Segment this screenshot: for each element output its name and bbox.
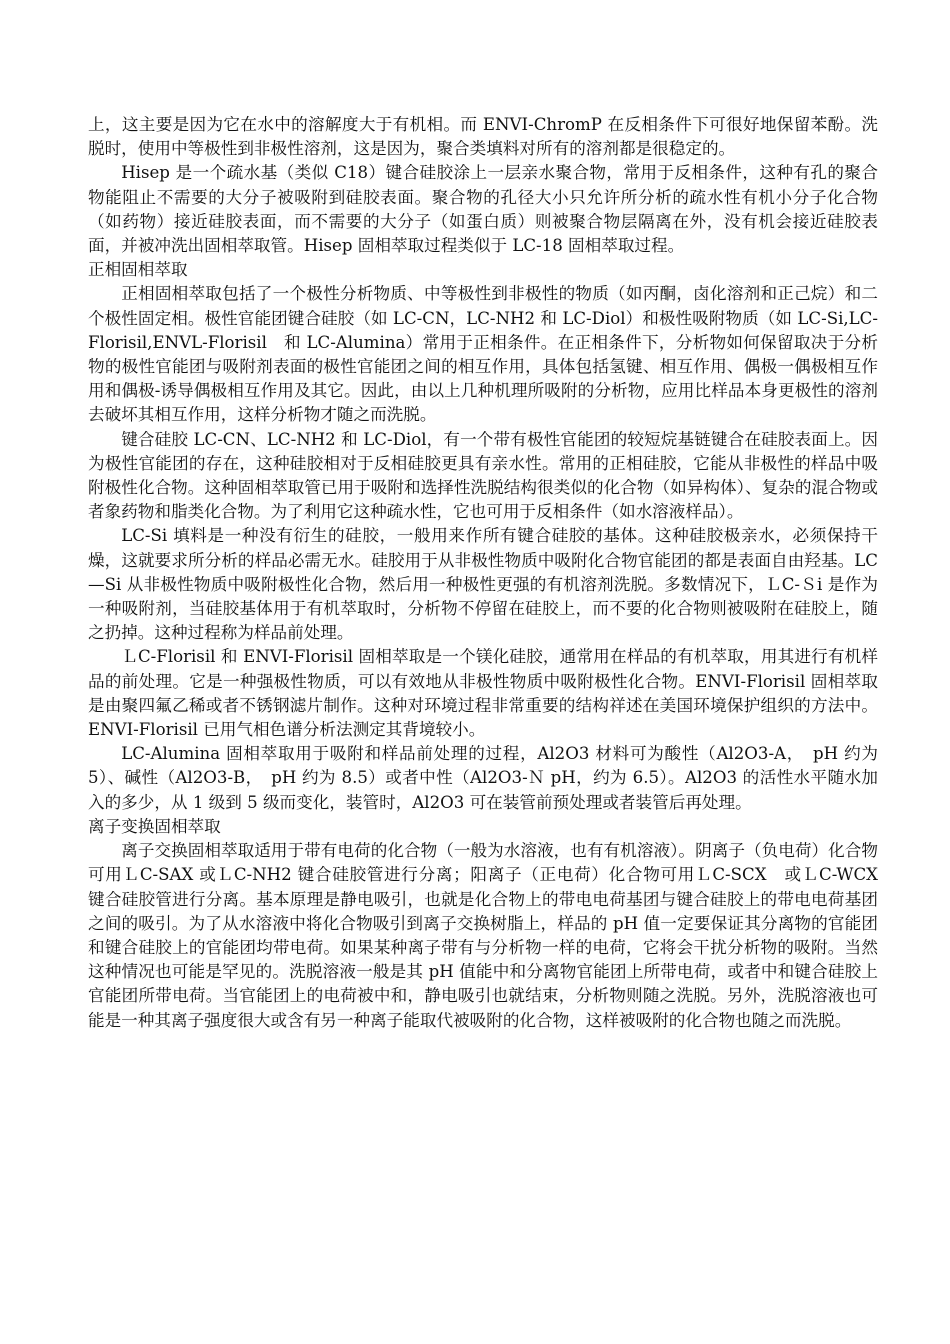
paragraph-1: 上，这主要是因为它在水中的溶解度大于有机相。而 ENVI-ChromP 在反相条件下可很好地保留苯酚。洗脱时，使用中等极性到非极性溶剂，这是因为，聚合类填料对所有的溶剂都是很稳定的。 (88, 115, 878, 159)
paragraph-alumina: LC-Alumina 固相萃取用于吸附和样品前处理的过程，Al2O3 材料可为酸性（Al2O3-A， pH 约为 5）、碱性（Al2O3-B， pH 约为 8.5）或者中性（Al2O3-Ｎ pH，约为 6.5）。Al2O3 的活性水平随水加入的多少，从 1 级到 5 级而变化，装管时，Al2O3 可在装管前预处理或者装管后再处理。 (88, 744, 878, 812)
paragraph-florisil: ＬC-Florisil 和 ENVI-Florisil 固相萃取是一个镁化硅胶，通常用在样品的有机萃取，用其进行有机样品的前处理。它是一种强极性物质，可以有效地从非极性物质中吸附极性化合物。ENVI-Florisil 固相萃取是由聚四氟乙稀或者不锈钢滤片制作。这种对环境过程非常重要的结构祥述在美国环境保护组织的方法中。ENVI-Florisil 已用气相色谱分析法测定其背境较小。 (88, 647, 878, 740)
paragraph-bonded-silica: 键合硅胶 LC-CN、LC-NH2 和 LC-Diol，有一个带有极性官能团的较短烷基链键合在硅胶表面上。因为极性官能团的存在，这种硅胶相对于反相硅胶更具有亲水性。常用的正相硅胶，它能从非极性的样品中吸附极性化合物。这种固相萃取管已用于吸附和选择性洗脱结构很类似的化合物（如异构体）、复杂的混合物或者象药物和脂类化合物。为了利用它这种疏水性，它也可用于反相条件（如水溶液样品）。 (88, 429, 878, 522)
paragraph-lc-si: LC-Si 填料是一种没有衍生的硅胶，一般用来作所有键合硅胶的基体。这种硅胶极亲水，必须保持干燥，这就要求所分析的样品必需无水。硅胶用于从非极性物质中吸附化合物官能团的都是表面自由羟基。LC—Si 从非极性物质中吸附极性化合物，然后用一种极性更强的有机溶剂洗脱。多数情况下，ＬC-Ｓi 是作为一种吸附剂，当硅胶基体用于有机萃取时，分析物不停留在硅胶上，而不要的化合物则被吸附在硅胶上，随之扔掉。这种过程称为样品前处理。 (88, 526, 878, 643)
paragraph-normal-phase: 正相固相萃取包括了一个极性分析物质、中等极性到非极性的物质（如丙酮，卤化溶剂和正己烷）和二个极性固定相。极性官能团键合硅胶（如 LC-CN，LC-NH2 和 LC-Diol）和极性吸附物质（如 LC-Si,LC-Florisil,ENVL-Florisil 和 LC-Alumina）常用于正相条件。在正相条件下，分析物如何保留取决于分析物的极性官能团与吸附剂表面的极性官能团之间的相互作用，具体包括氢键、相互作用、偶极一偶极相互作用和偶极-诱导偶极相互作用及其它。因此，由以上几种机理所吸附的分析物，应用比样品本身更极性的溶剂去破坏其相互作用，这样分析物才随之而洗脱。 (88, 284, 878, 425)
paragraph-ion-exchange: 离子交换固相萃取适用于带有电荷的化合物（一般为水溶液，也有有机溶液）。阴离子（负电荷）化合物可用ＬC-SAX 或ＬC-NH2 键合硅胶管进行分离；阳离子（正电荷）化合物可用ＬC-SCX 或ＬC-WCX 键合硅胶管进行分离。基本原理是静电吸引，也就是化合物上的带电电荷基团与键合硅胶上的带电电荷基团之间的吸引。为了从水溶液中将化合物吸引到离子交换树脂上，样品的 pH 值一定要保证其分离物的官能团和键合硅胶上的官能团均带电荷。如果某种离子带有与分析物一样的电荷，它将会干扰分析物的吸附。当然这种情况也可能是罕见的。洗脱溶液一般是其 pH 值能中和分离物官能团上所带电荷，或者中和键合硅胶上官能团所带电荷。当官能团上的电荷被中和，静电吸引也就结束，分析物则随之洗脱。另外，洗脱溶液也可能是一种其离子强度很大或含有另一种离子能取代被吸附的化合物，这样被吸附的化合物也随之而洗脱。 (88, 841, 895, 1030)
section-heading-ion-exchange: 离子变换固相萃取 (88, 816, 221, 836)
paragraph-hisep: Hisep 是一个疏水基（类似 C18）键合硅胶涂上一层亲水聚合物，常用于反相条件，这种有孔的聚合物能阻止不需要的大分子被吸附到硅胶表面。聚合物的孔径大小只允许所分析的疏水性有机小分子化合物（如药物）接近硅胶表面，而不需要的大分子（如蛋白质）则被聚合物层隔离在外，没有机会接近硅胶表面，并被冲洗出固相萃取管。Hisep 固相萃取过程类似于 LC-18 固相萃取过程。 (88, 163, 878, 256)
section-heading-normal-phase: 正相固相萃取 (88, 260, 188, 280)
